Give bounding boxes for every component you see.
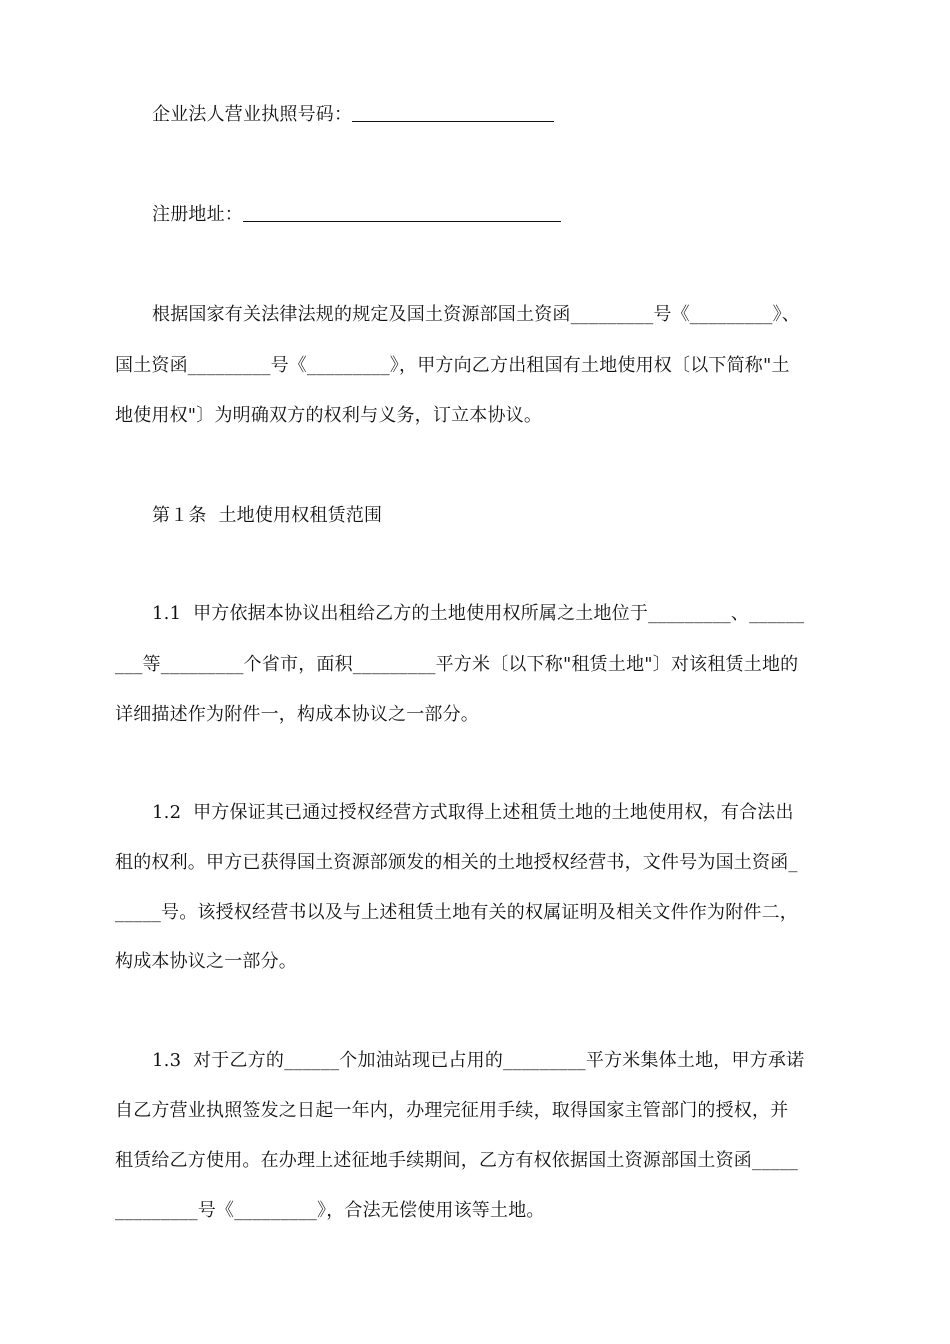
license-number-blank xyxy=(352,105,554,122)
preamble-line-3: 地使用权"〕为明确双方的权利与义务，订立本协议。 xyxy=(115,405,543,426)
section-1-2-line-4: 构成本协议之一部分。 xyxy=(115,951,297,972)
section-1-2-line-3: _____号。该授权经营书以及与上述租赁土地有关的权属证明及相关文件作为附件二， xyxy=(115,902,798,923)
registered-address-line xyxy=(152,204,874,226)
section-1-1-line-2: ___等_________个省市，面积_________平方米〔以下称"租赁土地"〕对该租赁土地的 xyxy=(115,654,799,675)
section-1-1-line-1: 1.1 甲方依据本协议出租给乙方的土地使用权所属之土地位于_________、______ xyxy=(152,603,805,624)
section-1-3-line-1: 1.3 对于乙方的______个加油站现已占用的_________平方米集体土地，甲方承诺 xyxy=(152,1050,805,1071)
section-1-3-line-2: 自乙方营业执照签发之日起一年内，办理完征用手续，取得国家主管部门的授权，并 xyxy=(115,1100,789,1121)
preamble-line-2: 国土资函_________号《_________》，甲方向乙方出租国有土地使用权〔以下简称"土 xyxy=(115,355,790,376)
registered-address-label: 注册地址： xyxy=(152,204,243,225)
section-1-2-line-2: 租的权利。甲方已获得国土资源部颁发的相关的土地授权经营书，文件号为国土资函_ xyxy=(115,852,798,873)
section-1-3-line-3: 租赁给乙方使用。在办理上述征地手续期间，乙方有权依据国土资源部国土资函_____ xyxy=(115,1150,798,1171)
preamble-line-1: 根据国家有关法律法规的规定及国土资源部国土资函_________号《_________》、 xyxy=(152,304,800,325)
license-number-line xyxy=(152,104,874,126)
section-1-3-line-4: _________号《_________》，合法无偿使用该等土地。 xyxy=(115,1200,545,1221)
section-1-1-line-3: 详细描述作为附件一，构成本协议之一部分。 xyxy=(115,704,479,725)
license-number-label: 企业法人营业执照号码： xyxy=(152,104,353,125)
registered-address-blank xyxy=(243,205,561,222)
article-1-title: 第１条 土地使用权租赁范围 xyxy=(152,505,383,526)
section-1-2-line-1: 1.2 甲方保证其已通过授权经营方式取得上述租赁土地的土地使用权，有合法出 xyxy=(152,802,794,823)
